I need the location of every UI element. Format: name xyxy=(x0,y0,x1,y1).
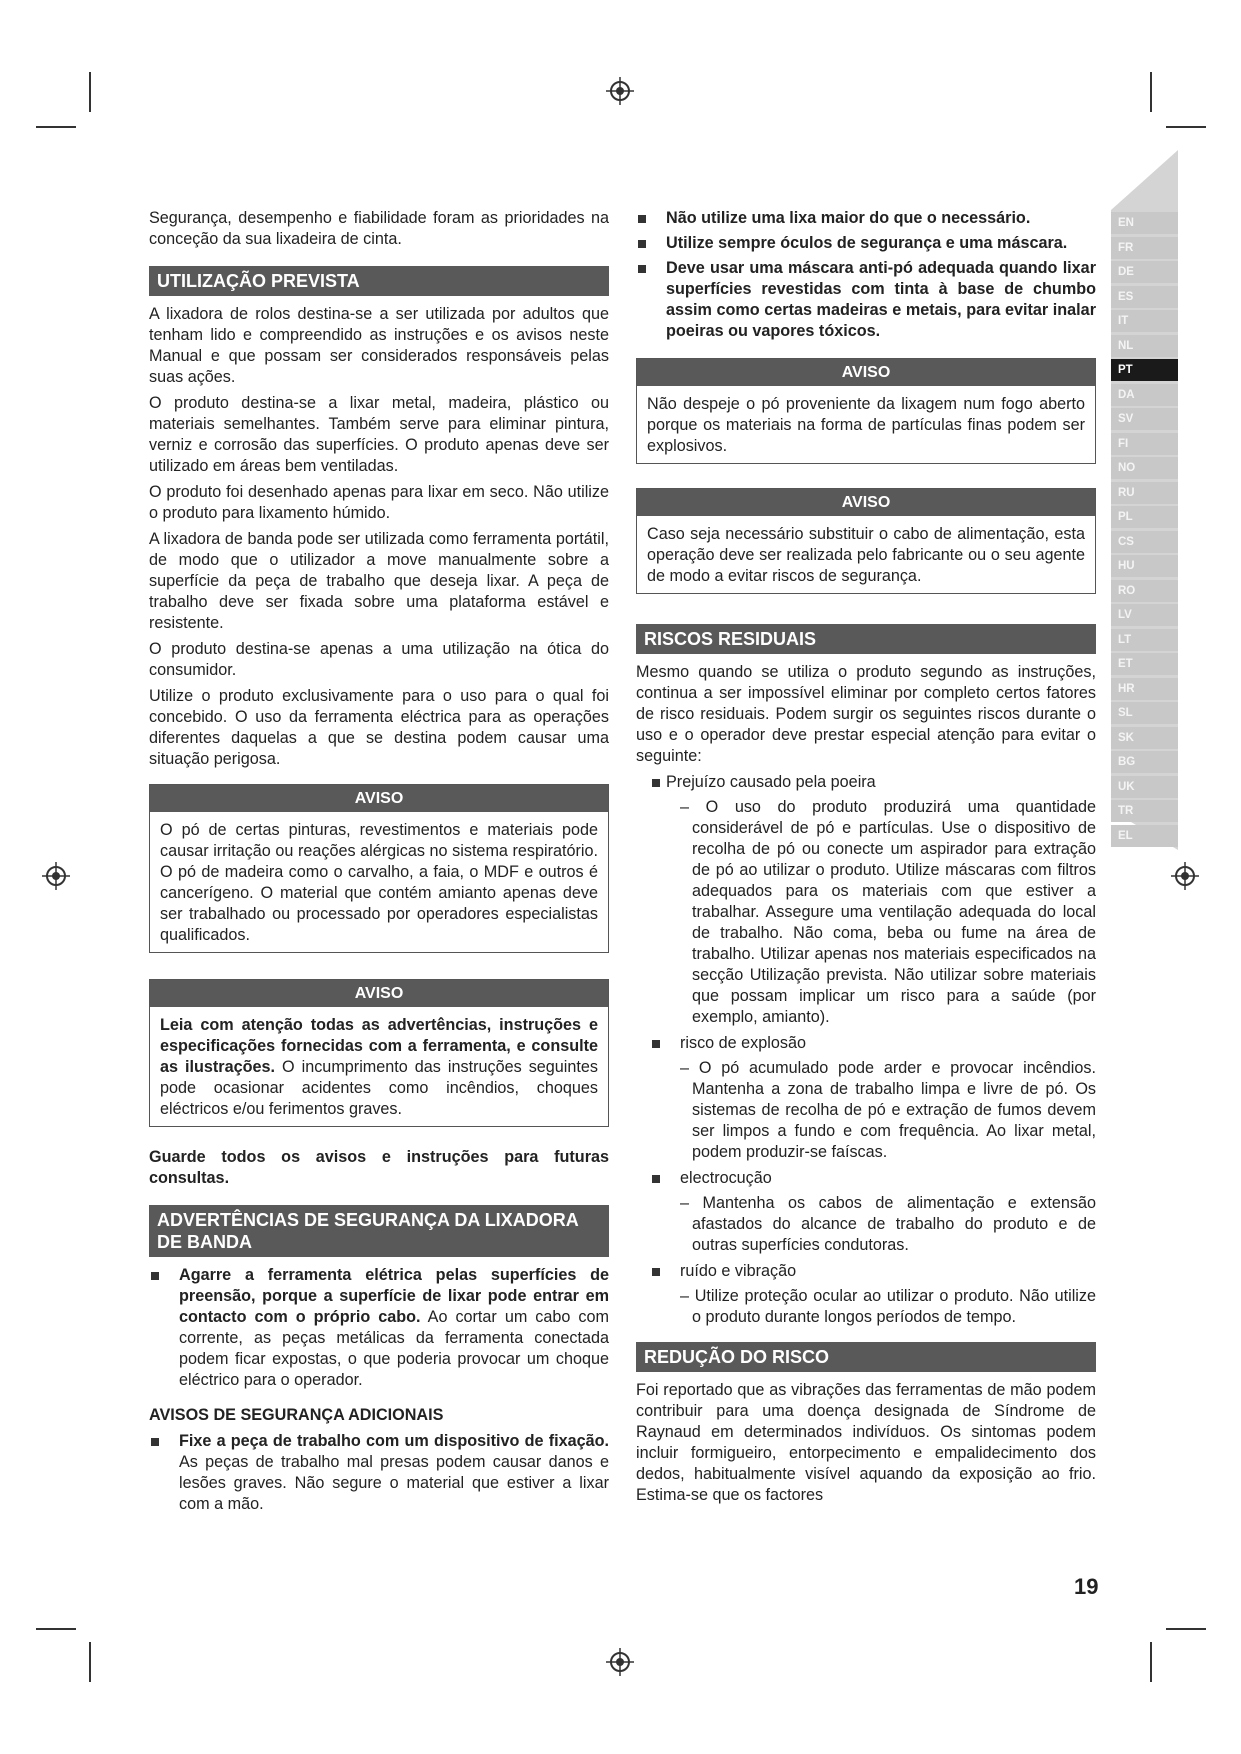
language-tab-pl[interactable]: PL xyxy=(1111,506,1178,528)
crop-mark xyxy=(1150,72,1152,112)
language-tab-sl[interactable]: SL xyxy=(1111,702,1178,724)
bullet-list xyxy=(149,1265,609,1391)
subheading-additional-warnings: AVISOS DE SEGURANÇA ADICIONAIS xyxy=(149,1406,444,1424)
language-tab-cs[interactable]: CS xyxy=(1111,531,1178,553)
registration-mark-icon xyxy=(606,1648,634,1676)
language-tab-nl[interactable]: NL xyxy=(1111,335,1178,357)
language-tab-pt[interactable]: PT xyxy=(1111,359,1178,381)
risk-list xyxy=(636,772,1096,793)
list-item: Deve usar uma máscara anti-pó adequada quando lixar superfícies revestidas com tinta à base de chumbo assim como certas madeiras e metais, para evitar inalar poeiras ou vapores tóxicos. xyxy=(636,258,1096,342)
list-item xyxy=(149,1431,609,1515)
list-item xyxy=(149,1265,609,1391)
language-tab-hr[interactable]: HR xyxy=(1111,678,1178,700)
crop-mark xyxy=(89,1642,91,1682)
language-tab-en[interactable]: EN xyxy=(1111,212,1178,234)
risk-list xyxy=(636,1033,1096,1054)
paragraph: A lixadora de banda pode ser utilizada como ferramenta portátil, de modo que o utilizador a move manualmente sobre a superfície da peça de trabalho que deseja lixar. A peça de trabalho deve ser fixada sobre uma plataforma estável e resistente. xyxy=(149,530,609,632)
paragraph: O produto foi desenhado apenas para lixar em seco. Não utilize o produto para lixamento húmido. xyxy=(149,483,609,522)
language-tab-fr[interactable]: FR xyxy=(1111,237,1178,259)
risk-description: – Mantenha os cabos de alimentação e extensão afastados do alcance de trabalho do produto e de outras superfícies condutoras. xyxy=(680,1194,1096,1254)
section-heading-intended-use: UTILIZAÇÃO PREVISTA xyxy=(149,266,609,296)
crop-mark xyxy=(1150,1642,1152,1682)
warning-box xyxy=(149,979,609,1127)
right-column xyxy=(636,208,1096,1511)
list-item: electrocução xyxy=(650,1168,1096,1189)
list-item: Utilize sempre óculos de segurança e uma máscara. xyxy=(636,233,1096,254)
paragraph: O produto destina-se apenas a uma utilização na ótica do consumidor. xyxy=(149,640,609,679)
risk-list xyxy=(636,1168,1096,1189)
crop-mark xyxy=(36,126,76,128)
paragraph: Foi reportado que as vibrações das ferramentas de mão podem contribuir para uma doença designada de Síndrome de Raynaud em determinados indivíduos. Os sintomas podem incluir formigueiro, entorpecimento e empalidecimento dos dedos, habitualmente visível aquando da exposição ao frio. Estima-se que os factores xyxy=(636,1381,1096,1504)
left-column xyxy=(149,208,609,1519)
warning-title: AVISO xyxy=(150,980,608,1007)
list-item: ruído e vibração xyxy=(650,1261,1096,1282)
warning-title: AVISO xyxy=(637,359,1095,386)
registration-mark-icon xyxy=(1171,862,1199,890)
section-heading-risk-reduction: REDUÇÃO DO RISCO xyxy=(636,1342,1096,1372)
risk-list xyxy=(636,1261,1096,1282)
language-tab-tr[interactable]: TR xyxy=(1111,800,1178,822)
warning-text xyxy=(150,1007,608,1126)
risk-description: – Utilize proteção ocular ao utilizar o produto. Não utilize o produto durante longos períodos de tempo. xyxy=(680,1287,1096,1326)
language-tab-it[interactable]: IT xyxy=(1111,310,1178,332)
list-item: Prejuízo causado pela poeira xyxy=(650,772,1096,793)
language-tab-el[interactable]: EL xyxy=(1111,825,1178,847)
bullet-list xyxy=(149,1431,609,1515)
crop-mark xyxy=(89,72,91,112)
warning-text: Caso seja necessário substituir o cabo de alimentação, esta operação deve ser realizada pelo fabricante ou o seu agente de modo a evitar riscos de segurança. xyxy=(647,525,1085,585)
language-tab-ru[interactable]: RU xyxy=(1111,482,1178,504)
warning-box xyxy=(636,488,1096,594)
language-tab-uk[interactable]: UK xyxy=(1111,776,1178,798)
bullet-bold-text: Agarre a ferramenta elétrica pelas superfícies de preensão, porque a superfície de lixar pode entrar em contacto com o próprio cabo. xyxy=(179,1266,609,1326)
warning-box xyxy=(149,784,609,953)
language-tab-fi[interactable]: FI xyxy=(1111,433,1178,455)
language-tab-et[interactable]: ET xyxy=(1111,653,1178,675)
list-item: risco de explosão xyxy=(650,1033,1096,1054)
language-tab-hu[interactable]: HU xyxy=(1111,555,1178,577)
language-tabs xyxy=(1111,212,1178,849)
language-tab-es[interactable]: ES xyxy=(1111,286,1178,308)
risk-description: – O uso do produto produzirá uma quantidade considerável de pó e partículas. Use o dispositivo de recolha de pó ou conecte um aspirador para extração de pó ao utilizar o produto. Utilize máscaras com filtros adequados para os materiais com que estiver a trabalhar. Assegure uma ventilação adequada do local de trabalho. Não coma, beba ou fume na área de trabalho. Utilizar apenas nos materiais especificados na secção Utilização prevista. Não utilizar sobre materiais que possam implicar um risco para a saúde (por exemplo, amianto). xyxy=(680,798,1096,1026)
language-tab-sk[interactable]: SK xyxy=(1111,727,1178,749)
section-heading-safety-warnings: ADVERTÊNCIAS DE SEGURANÇA DA LIXADORA DE BANDA xyxy=(149,1205,609,1257)
keep-instructions-text: Guarde todos os avisos e instruções para futuras consultas. xyxy=(149,1148,609,1187)
language-tab-de[interactable]: DE xyxy=(1111,261,1178,283)
bullet-list xyxy=(636,208,1096,342)
risk-description: – O pó acumulado pode arder e provocar incêndios. Mantenha a zona de trabalho limpa e livre de pó. Os sistemas de recolha de pó e extração de fumos devem ser limpos a fundo e com frequência. Ao lixar metal, podem produzir-se faíscas. xyxy=(680,1059,1096,1161)
warning-text: O pó de certas pinturas, revestimentos e materiais pode causar irritação ou reações alérgicas no sistema respiratório. O pó de madeira como o carvalho, a faia, o MDF e outros é cancerígeno. O material que contém amianto apenas deve ser trabalhado ou processado por operadores especialistas qualificados. xyxy=(160,821,598,944)
warning-bold-text: Leia com atenção todas as advertências, instruções e especificações fornecidas com a ferramenta, e consulte as ilustrações. xyxy=(160,1016,598,1076)
language-tab-no[interactable]: NO xyxy=(1111,457,1178,479)
paragraph: O produto destina-se a lixar metal, madeira, plástico ou materiais semelhantes. Também serve para eliminar pintura, verniz e corrosão das superfícies. O produto apenas deve ser utilizado em áreas bem ventiladas. xyxy=(149,394,609,475)
registration-mark-icon xyxy=(42,862,70,890)
language-tab-bg[interactable]: BG xyxy=(1111,751,1178,773)
crop-mark xyxy=(36,1628,76,1630)
warning-title: AVISO xyxy=(150,785,608,812)
list-item: Não utilize uma lixa maior do que o necessário. xyxy=(636,208,1096,229)
paragraph: Utilize o produto exclusivamente para o uso para o qual foi concebido. O uso da ferramenta eléctrica para as operações diferentes daquelas a que se destina podem causar uma situação perigosa. xyxy=(149,687,609,768)
warning-box xyxy=(636,358,1096,464)
language-tab-da[interactable]: DA xyxy=(1111,384,1178,406)
bullet-bold-text: Fixe a peça de trabalho com um dispositivo de fixação. xyxy=(179,1432,609,1450)
language-tab-lv[interactable]: LV xyxy=(1111,604,1178,626)
section-heading-residual-risks: RISCOS RESIDUAIS xyxy=(636,624,1096,654)
crop-mark xyxy=(1166,126,1206,128)
intro-text: Segurança, desempenho e fiabilidade foram as prioridades na conceção da sua lixadeira de cinta. xyxy=(149,209,609,248)
page-number: 19 xyxy=(1074,1574,1099,1599)
language-tab-ro[interactable]: RO xyxy=(1111,580,1178,602)
bullet-text: Ao cortar um cabo com corrente, as peças metálicas da ferramenta conectada podem ficar expostas, o que poderia provocar um choque eléctrico para o operador. xyxy=(179,1308,609,1389)
warning-text: Não despeje o pó proveniente da lixagem num fogo aberto porque os materiais na forma de partículas finas podem ser explosivos. xyxy=(647,395,1085,455)
paragraph: A lixadora de rolos destina-se a ser utilizada por adultos que tenham lido e compreendido as instruções e os avisos neste Manual e que possam ser considerados responsáveis pelas suas ações. xyxy=(149,305,609,386)
warning-title: AVISO xyxy=(637,489,1095,516)
registration-mark-icon xyxy=(606,77,634,105)
bullet-text: As peças de trabalho mal presas podem causar danos e lesões graves. Não segure o material que estiver a lixar com a mão. xyxy=(179,1453,609,1513)
warning-normal-text: O incumprimento das instruções seguintes pode ocasionar acidentes como incêndios, choques eléctricos e/ou ferimentos graves. xyxy=(160,1058,598,1118)
crop-mark xyxy=(1166,1628,1206,1630)
language-tab-lt[interactable]: LT xyxy=(1111,629,1178,651)
language-tab-sv[interactable]: SV xyxy=(1111,408,1178,430)
paragraph: Mesmo quando se utiliza o produto segundo as instruções, continua a ser impossível eliminar por completo certos fatores de risco residuais. Podem surgir os seguintes riscos durante o uso e o operador deve prestar especial atenção para evitar o seguinte: xyxy=(636,663,1096,765)
